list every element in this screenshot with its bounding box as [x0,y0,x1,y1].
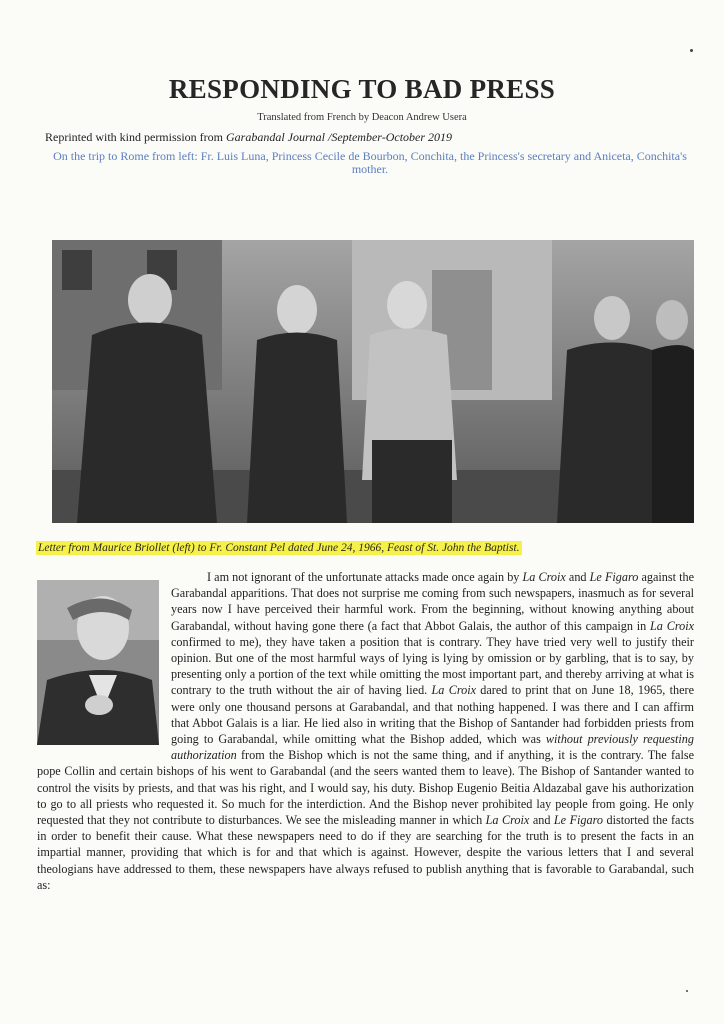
reprint-prefix: Reprinted with kind permission from [45,130,226,144]
group-photo-image [52,240,694,523]
photo-caption: On the trip to Rome from left: Fr. Luis Luna, Princess Cecile de Bourbon, Conchita, the Princess's secretary and Aniceta, Conchita's mother. [53,149,687,176]
translator-credit: Translated from French by Deacon Andrew Usera [257,112,467,123]
reprint-source: Garabandal Journal /September-October 2019 [225,130,453,144]
page-title: RESPONDING TO BAD PRESS [168,74,556,104]
scan-speck [686,990,688,992]
scan-speck [690,49,693,52]
article-paragraph: I am not ignorant of the unfortunate attacks made once again by La Croix and Le Figaro against the Garabandal apparitions. That does not surprise me coming from such newspapers, inasmuch as for several years now I have perceived their harmful work. From the beginning, without knowing anything about Garabandal, without having gone there (a fact that Abbot Galais, the author of this campaign in La Croix confirmed to me), they have taken a position that is contrary. They have tried very well to justify their opinion. But one of the most harmful ways of lying is lying by omission or by garbling, that is to say, by presenting only a portion of the text while omitting the most important part, and thereby arriving at what is contrary to the truth without the air of having lied. La Croix dared to print that on June 18, 1965, there were only one thousand persons at Garabandal, and that nothing happened. I was there and I can affirm that Abbot Galais is a liar. He lied also in writing that the Bishop of Santander had forbidden priests from going to Garabandal, while omitting what the Bishop added, which was without previously requesting authorization from the Bishop which is not the same thing, and if anything, it is the contrary. The false pope Collin and certain bishops of his went to Garabandal (and the seers wanted them to leave). The Bishop of Santander wanted to control the visits by priests, and that was his right, and I would say, his duty. Bishop Eugenio Beitia Aldazabal gave his authorization to go to all priests who requested it. So much for the interdiction. And the Bishop never prohibited lay people from going. He only requested that they not contribute to disturbances. We see the misleading manner in which La Croix and Le Figaro distorted the facts in order to benefit their cause. What these newspapers need to do if they are searching for the truth is to present the facts in an impartial manner, providing that which is for and that which is against. However, despite the various letters that I and several theologians have addressed to them, these newspapers have always refused to publish anything that is favorable to Garabandal, such as: [37,570,695,892]
letter-caption: Letter from Maurice Briollet (left) to Fr. Constant Pel dated June 24, 1966, Feast of St. John the Baptist. [38,542,520,554]
group-photo [52,240,694,523]
article-body [37,569,694,893]
reprint-notice [45,130,452,145]
